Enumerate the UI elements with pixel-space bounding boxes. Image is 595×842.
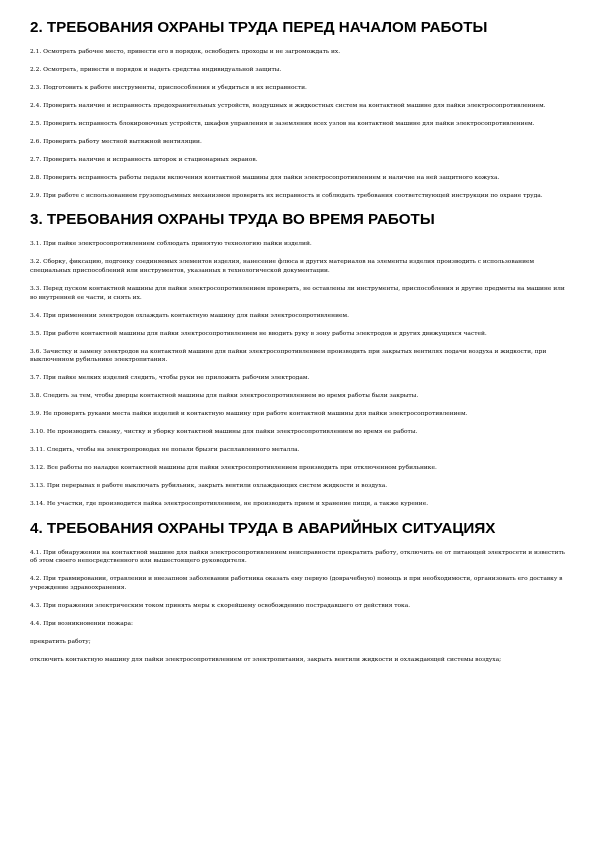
section-heading: 2. ТРЕБОВАНИЯ ОХРАНЫ ТРУДА ПЕРЕД НАЧАЛОМ РАБОТЫ	[30, 19, 488, 36]
paragraph: 3.11. Следить, чтобы на электропроводах не попали брызги расплавленного металла.	[30, 447, 300, 454]
section-heading: 3. ТРЕБОВАНИЯ ОХРАНЫ ТРУДА ВО ВРЕМЯ РАБОТЫ	[30, 211, 435, 229]
paragraph: 2.3. Подготовить к работе инструменты, приспособления и убедиться в их исправности.	[30, 84, 307, 91]
paragraph: 3.1. При пайке электросопротивлением соблюдать принятую технологию пайки изделий.	[30, 241, 312, 248]
section-2	[30, 18, 565, 200]
section-3	[30, 210, 565, 508]
paragraph: 3.14. Не участки, где производится пайка электросопротивлением, не производить прием и хранение пищи, а также курение.	[30, 501, 429, 508]
paragraph: 3.10. Не производить смазку, чистку и уборку контактной машины для пайки электросопротивлением во время ее работы.	[30, 429, 418, 436]
paragraph: 2.6. Проверить работу местной вытяжной вентиляции.	[30, 138, 202, 145]
paragraph: 3.5. При работе контактной машины для пайки электросопротивлением не вводить руку в зону работы электродов и других движущихся частей.	[30, 330, 487, 337]
section-heading: 4. ТРЕБОВАНИЯ ОХРАНЫ ТРУДА В АВАРИЙНЫХ СИТУАЦИЯХ	[30, 519, 496, 537]
paragraph: отключить контактную машину для пайки электросопротивлением от электропитания, закрыть вентили жидкости и охлаждающей системы воздуха;	[30, 656, 502, 663]
paragraph: 2.2. Осмотреть, привести в порядок и надеть средства индивидуальной защиты.	[30, 66, 282, 73]
paragraph: прекратить работу;	[30, 638, 91, 645]
paragraph: 3.12. Все работы по наладке контактной машины для пайки электросопротивлением производить при отключенном рубильнике.	[30, 465, 437, 472]
paragraph: 3.13. При перерывах в работе выключать рубильник, закрыть вентили охлаждающих систем жидкости и воздуха.	[30, 483, 388, 490]
paragraph: 3.7. При пайке мелких изделий следить, чтобы руки не приложить рабочим электродам.	[30, 375, 310, 382]
paragraph: 3.2. Сборку, фиксацию, подгонку соединяемых элементов изделия, нанесение флюса и других материалов на элементы изделия производить с использованием специальных приспособлений или инструментов, указанных в технологической документации.	[30, 259, 535, 275]
paragraph: 4.1. При обнаружении на контактной машине для пайки электросопротивлением неисправности прекратить работу, отключить ее от питающей электросети и известить об этом своего непосредственного или вышестоящего руководителя.	[30, 549, 565, 565]
paragraph: 4.4. При возникновении пожара:	[30, 620, 134, 627]
paragraph: 2.9. При работе с использованием грузоподъемных механизмов проверить их исправность и соблюдать требования соответствующей инструкции по охране труда.	[30, 192, 543, 199]
paragraph: 2.1. Осмотреть рабочее место, привести его в порядок, освободить проходы и не загромождать их.	[30, 49, 341, 55]
paragraph: 3.4. При применении электродов охлаждать контактную машину для пайки электросопротивлением.	[30, 312, 349, 319]
section-4	[30, 519, 565, 665]
paragraph: 2.4. Проверить наличие и исправность предохранительных устройств, воздушных и жидкостных систем на контактной машине для пайки электросопротивлением.	[30, 102, 546, 109]
paragraph: 3.8. Следить за тем, чтобы дверцы контактной машины для пайки электросопротивлением во время работы были закрыты.	[30, 393, 419, 400]
paragraph: 3.6. Зачистку и замену электродов на контактной машине для пайки электросопротивлением производить при закрытых вентилях подачи воздуха и жидкости, при выключенном рубильнике электропитания.	[30, 348, 547, 364]
paragraph: 2.8. Проверить исправность работы педали включения контактной машины для пайки электросопротивлением и наличие на ней защитного кожуха.	[30, 174, 500, 181]
paragraph: 3.9. Не проверять руками места пайки изделий и контактную машину при работе контактной машины для пайки электросопротивлением.	[30, 411, 468, 418]
paragraph: 3.3. Перед пуском контактной машины для пайки электросопротивлением проверить, не оставлены ли инструменты, приспособления и другие предметы на машине или во внутренней ее части, и снять их.	[30, 286, 565, 301]
paragraph: 4.3. При поражении электрическим током принять меры к скорейшему освобождению пострадавшего от действия тока.	[30, 602, 411, 609]
paragraph: 2.7. Проверить наличие и исправность шторок и стационарных экранов.	[30, 156, 258, 163]
paragraph: 2.5. Проверить исправность блокировочных устройств, шкафов управления и заземления всех узлов на контактной машине для пайки электросопротивлением.	[30, 120, 535, 127]
paragraph: 4.2. При травмировании, отравлении и внезапном заболевании работника оказать ему первую (доврачебную) помощь и при необходимости, организовать его доставку в учреждение здравоохранения.	[30, 576, 563, 591]
